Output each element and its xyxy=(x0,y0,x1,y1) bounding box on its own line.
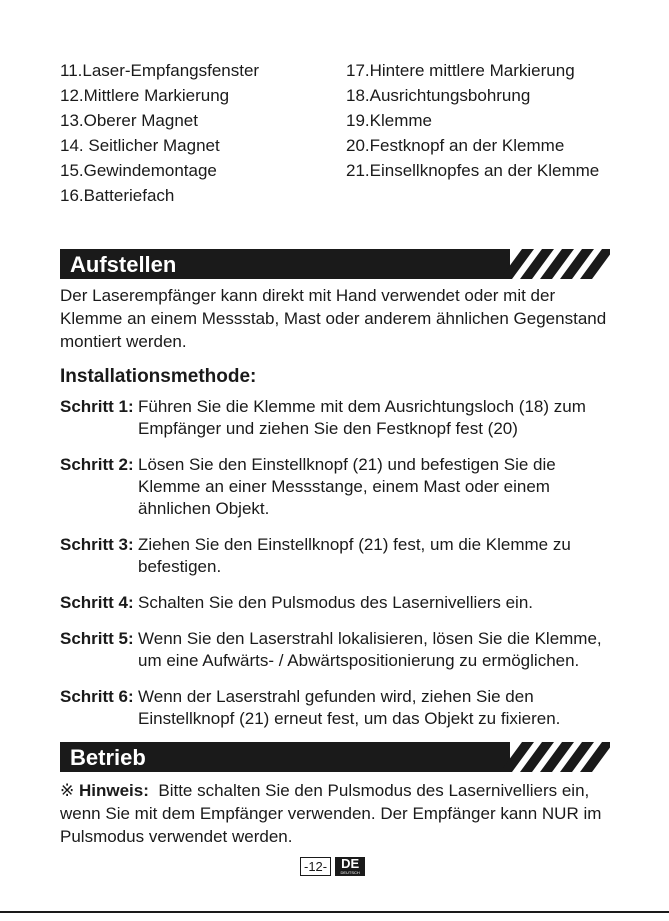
parts-column-right xyxy=(346,58,599,183)
part-item: 14. Seitlicher Magnet xyxy=(60,136,220,155)
operation-note xyxy=(60,779,620,848)
page-footer xyxy=(300,857,365,876)
step-item xyxy=(60,454,620,520)
language-name: DEUTSCH xyxy=(340,870,360,875)
note-symbol: ※ xyxy=(60,781,75,800)
setup-intro: Der Laserempfänger kann direkt mit Hand verwendet oder mit der Klemme an einem Messstab, Mast oder anderem ähnlichen Gegenstand montiert werden. xyxy=(60,286,607,351)
section-title-operation: Betrieb xyxy=(70,745,146,770)
part-item: 15.Gewindemontage xyxy=(60,161,217,180)
step-item xyxy=(60,592,620,614)
part-item: 19.Klemme xyxy=(346,111,432,130)
step-text: Lösen Sie den Einstellknopf (21) und befestigen Sie die Klemme an einer Messstange, einem Mast oder einem ähnlichen Objekt. xyxy=(138,455,556,518)
note-label: Hinweis xyxy=(78,781,144,800)
step-text: Wenn Sie den Laserstrahl lokalisieren, lösen Sie die Klemme, um eine Aufwärts- / Abwärtspositionierung zu ermöglichen. xyxy=(138,629,602,670)
method-heading: Installationsmethode: xyxy=(60,366,257,387)
step-item xyxy=(60,534,620,578)
step-item xyxy=(60,396,620,440)
section-header-operation xyxy=(60,742,610,772)
steps-list xyxy=(60,396,620,744)
note-text: Bitte schalten Sie den Pulsmodus des Lasernivelliers ein, wenn Sie mit dem Empfänger verwenden. Der Empfänger kann NUR im Pulsmodus verwendet werden. xyxy=(60,781,602,846)
part-item: 17.Hintere mittlere Markierung xyxy=(346,61,575,80)
step-label: Schritt 6: xyxy=(60,687,134,706)
language-code: DE xyxy=(341,856,360,871)
note-colon: : xyxy=(143,781,149,800)
part-item: 12.Mittlere Markierung xyxy=(60,86,230,105)
part-item: 21.Einsellknopfes an der Klemme xyxy=(346,161,600,180)
part-item: 13.Oberer Magnet xyxy=(60,111,198,130)
part-item: 18.Ausrichtungsbohrung xyxy=(346,86,531,105)
bottom-divider xyxy=(0,911,669,913)
step-label: Schritt 2: xyxy=(60,455,134,474)
section-header-setup xyxy=(60,249,610,279)
part-item: 11.Laser-Empfangsfenster xyxy=(60,61,260,80)
stripes-decoration-icon xyxy=(500,742,610,772)
part-item: 16.Batteriefach xyxy=(60,186,175,205)
step-item xyxy=(60,686,620,730)
step-text: Ziehen Sie den Einstellknopf (21) fest, um die Klemme zu befestigen. xyxy=(138,535,571,576)
parts-column-left xyxy=(60,58,259,208)
stripes-decoration-icon xyxy=(500,249,610,279)
part-item: 20.Festknopf an der Klemme xyxy=(346,136,565,155)
step-label: Schritt 1: xyxy=(60,397,134,416)
step-label: Schritt 3: xyxy=(60,535,134,554)
step-item xyxy=(60,628,620,672)
step-text: Führen Sie die Klemme mit dem Ausrichtungsloch (18) zum Empfänger und ziehen Sie den Festknopf fest (20) xyxy=(138,397,586,438)
page-number: -12- xyxy=(300,857,331,876)
step-label: Schritt 5: xyxy=(60,629,134,648)
section-title-setup: Aufstellen xyxy=(70,252,177,277)
step-text: Schalten Sie den Pulsmodus des Lasernivelliers ein. xyxy=(138,593,534,612)
language-badge xyxy=(335,857,365,876)
step-label: Schritt 4: xyxy=(60,593,134,612)
step-text: Wenn der Laserstrahl gefunden wird, ziehen Sie den Einstellknopf (21) erneut fest, um das Objekt zu fixieren. xyxy=(138,687,561,728)
